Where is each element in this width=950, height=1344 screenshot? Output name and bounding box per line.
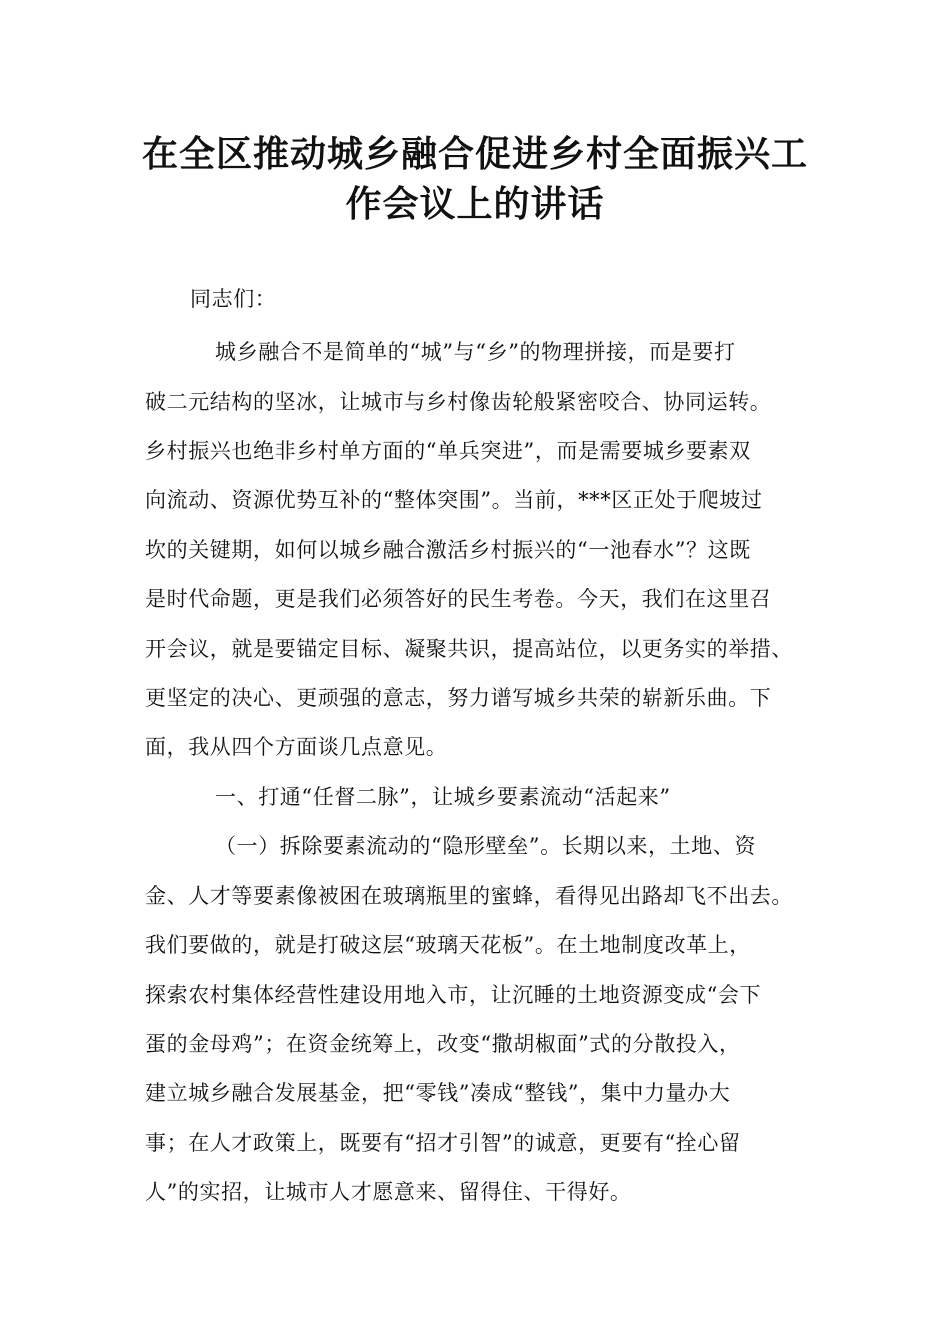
intro-line: 更坚定的决心、更顽强的意志，努力谱写城乡共荣的崭新乐曲。下 xyxy=(145,686,772,710)
intro-line: 是时代命题，更是我们必须答好的民生考卷。今天，我们在这里召 xyxy=(145,587,772,611)
subsection-line: 我们要做的，就是打破这层“玻璃天花板”。在土地制度改革上， xyxy=(145,933,751,957)
subsection-line: 建立城乡融合发展基金，把“零钱”凑成“整钱”，集中力量办大 xyxy=(145,1081,731,1105)
subsection-line: 蛋的金母鸡”；在资金统筹上，改变“撒胡椒面”式的分散投入， xyxy=(145,1032,741,1056)
document-title-line-2: 作会议上的讲话 xyxy=(345,184,605,225)
subsection-line: 人”的实招，让城市人才愿意来、留得住、干得好。 xyxy=(145,1180,632,1204)
intro-line: 向流动、资源优势互补的“整体突围”。当前，***区正处于爬坡过 xyxy=(145,488,763,512)
intro-line: 坎的关键期，如何以城乡融合激活乡村振兴的“一池春水”？这既 xyxy=(145,538,751,562)
subsection-line: 事；在人才政策上，既要有“招才引智”的诚意，更要有“拴心留 xyxy=(145,1131,741,1155)
intro-line: 乡村振兴也绝非乡村单方面的“单兵突进”，而是需要城乡要素双 xyxy=(145,439,751,463)
intro-line: 破二元结构的坚冰，让城市与乡村像齿轮般紧密咬合、协同运转。 xyxy=(145,390,772,414)
subsection-line: 探索农村集体经营性建设用地入市，让沉睡的土地资源变成“会下 xyxy=(145,983,762,1007)
intro-line: 开会议，就是要锚定目标、凝聚共识，提高站位，以更务实的举措、 xyxy=(145,637,793,661)
salutation: 同志们： xyxy=(190,287,277,311)
section-heading: 一、打通“任督二脉”，让城乡要素流动“活起来” xyxy=(215,785,671,809)
document-title-line-1: 在全区推动城乡融合促进乡村全面振兴工 xyxy=(141,134,808,175)
intro-line: 城乡融合不是简单的“城”与“乡”的物理拼接，而是要打 xyxy=(215,340,736,364)
subsection-line: （一）拆除要素流动的“隐形壁垒”。长期以来，土地、资 xyxy=(215,834,757,858)
subsection-line: 金、人才等要素像被困在玻璃瓶里的蜜蜂，看得见出路却飞不出去。 xyxy=(145,884,793,908)
intro-line: 面，我从四个方面谈几点意见。 xyxy=(145,735,448,759)
